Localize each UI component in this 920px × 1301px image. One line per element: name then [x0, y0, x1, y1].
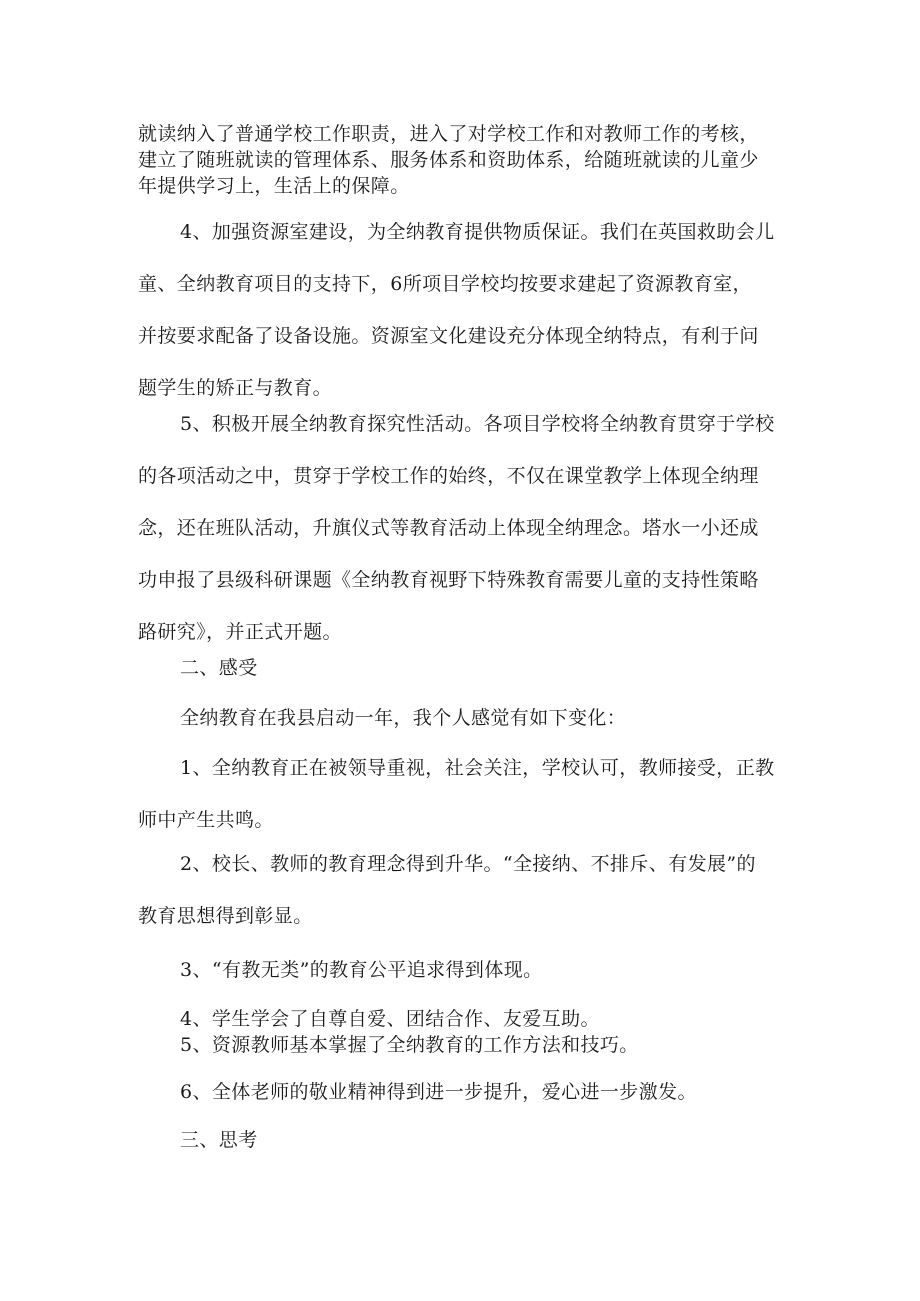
text-line: 路研究》，并正式开题。 — [138, 621, 342, 643]
section-title: 二、感受 — [180, 657, 258, 679]
list-item-3 — [138, 944, 790, 996]
text-line: 教育思想得到彰显。 — [138, 905, 313, 927]
text-line: 2、校长、教师的教育理念得到升华。“全接纳、不排斥、有发展”的 — [180, 853, 756, 875]
section-title: 三、思考 — [180, 1129, 258, 1151]
text-line: 4、加强资源室建设，为全纳教育提供物质保证。我们在英国救助会儿 — [180, 221, 775, 243]
list-item-1 — [138, 742, 790, 846]
text-line: 题学生的矫正与教育。 — [138, 377, 333, 399]
text-line: 5、资源教师基本掌握了全纳教育的工作方法和技巧。 — [180, 1034, 639, 1056]
text-line: 全纳教育在我县启动一年，我个人感觉有如下变化： — [180, 707, 627, 729]
section-heading-2 — [138, 642, 790, 694]
text-line: 就读纳入了普通学校工作职责，进入了对学校工作和对教师工作的考核， — [138, 123, 759, 145]
paragraph-intro — [138, 121, 790, 199]
text-line: 6、全体老师的敬业精神得到进一步提升，爱心进一步激发。 — [180, 1081, 697, 1103]
text-line: 并按要求配备了设备设施。资源室文化建设充分体现全纳特点，有利于问 — [138, 325, 759, 347]
text-line: 念，还在班队活动，升旗仪式等教育活动上体现全纳理念。塔水一小还成 — [138, 517, 759, 539]
section-heading-3 — [138, 1114, 790, 1166]
text-line: 1、全纳教育正在被领导重视，社会关注，学校认可，教师接受，正教 — [180, 757, 775, 779]
list-item-6 — [138, 1066, 790, 1118]
text-line: 年提供学习上，生活上的保障。 — [138, 175, 410, 197]
text-line: 的各项活动之中，贯穿于学校工作的始终，不仅在课堂教学上体现全纳理 — [138, 465, 759, 487]
text-line: 5、积极开展全纳教育探究性活动。各项目学校将全纳教育贯穿于学校 — [180, 413, 775, 435]
text-line: 功申报了县级科研课题《全纳教育视野下特殊教育需要儿童的支持性策略 — [138, 569, 759, 591]
paragraph-4 — [138, 206, 790, 414]
text-line: 3、“有教无类”的教育公平追求得到体现。 — [180, 959, 543, 981]
text-line: 建立了随班就读的管理体系、服务体系和资助体系，给随班就读的儿童少 — [138, 149, 759, 171]
paragraph-feel — [138, 692, 790, 744]
text-line: 师中产生共鸣。 — [138, 809, 274, 831]
list-item-4 — [138, 1006, 790, 1032]
text-line: 童、全纳教育项目的支持下，6所项目学校均按要求建起了资源教育室， — [138, 273, 752, 295]
paragraph-5 — [138, 398, 790, 658]
text-line: 4、学生学会了自尊自爱、团结合作、友爱互助。 — [180, 1008, 600, 1030]
list-item-5 — [138, 1032, 790, 1058]
list-item-2 — [138, 838, 790, 942]
